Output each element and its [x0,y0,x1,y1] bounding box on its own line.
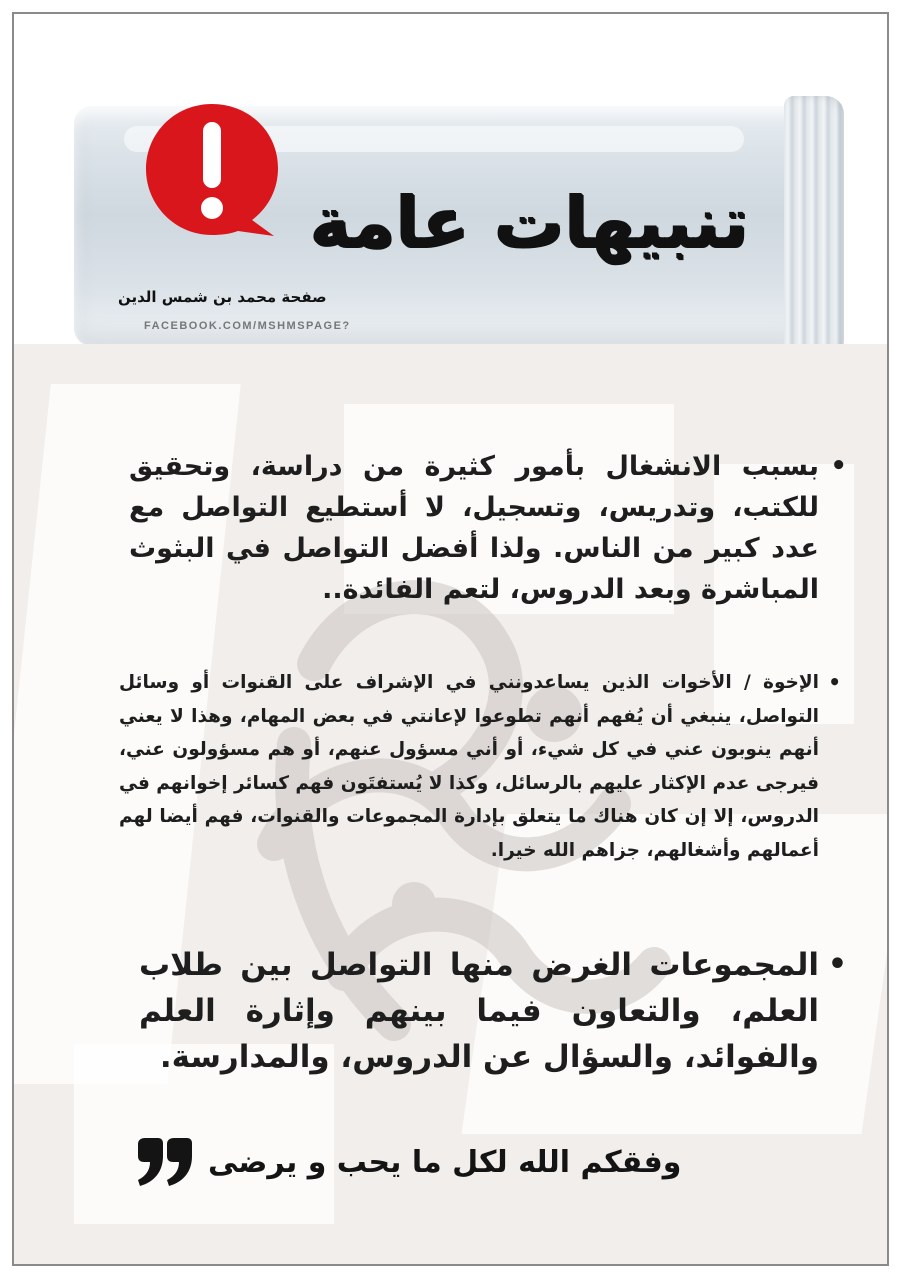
closing-line [134,1132,681,1192]
page-owner-name: صفحة محمد بن شمس الدين [118,288,327,306]
notices-content [14,344,889,1266]
exclamation-speech-bubble-icon [142,100,282,240]
notice-text: بسبب الانشغال بأمور كثيرة من دراسة، وتحقيق للكتب، وتدريس، وتسجيل، لا أستطيع التواصل مع عدد كبير من الناس. ولذا أفضل التواصل في البثوث المباشرة وبعد الدروس، لتعم الفائدة.. [129,451,819,605]
poster-header [14,14,889,344]
notice-item [129,446,847,610]
notice-item [119,666,841,867]
notice-text: المجموعات الغرض منها التواصل بين طلاب العلم، والتعاون فيما بينهم وإثارة العلم والفوائد، والسؤال عن الدروس، والمدارسة. [139,947,819,1075]
closing-text: وفقكم الله لكل ما يحب و يرضى [208,1144,682,1180]
quotation-mark-icon [134,1136,194,1188]
notice-item [139,942,847,1080]
bullet-icon: • [827,947,847,982]
bullet-icon: • [828,670,841,694]
facebook-page-url: FACEBOOK.COM/MSHMSPAGE? [144,320,351,332]
page-title: تنبيهات عامة [309,182,749,264]
notice-text: الإخوة / الأخوات الذين يساعدونني في الإشراف على القنوات أو وسائل التواصل، ينبغي أن يُفهم أنهم تطوعوا لإعانتي في بعض المهام، وهذا لا يعني أنهم ينوبون عني في كل شيء، أو أني مسؤول عنهم، أو هم مسؤولون عني، فيرجى عدم الإكثار عليهم بالرسائل، وكذا لا يُستفتَون فهم كسائر إخوانهم في الدروس، إلا إن كان هناك ما يتعلق بإدارة المجموعات والقنوات، فهم أيضا لهم أعمالهم وأشغالهم، جزاهم الله خيرا. [119,672,819,861]
bullet-icon: • [830,451,847,481]
header-bottle-cap-graphic [784,96,844,344]
